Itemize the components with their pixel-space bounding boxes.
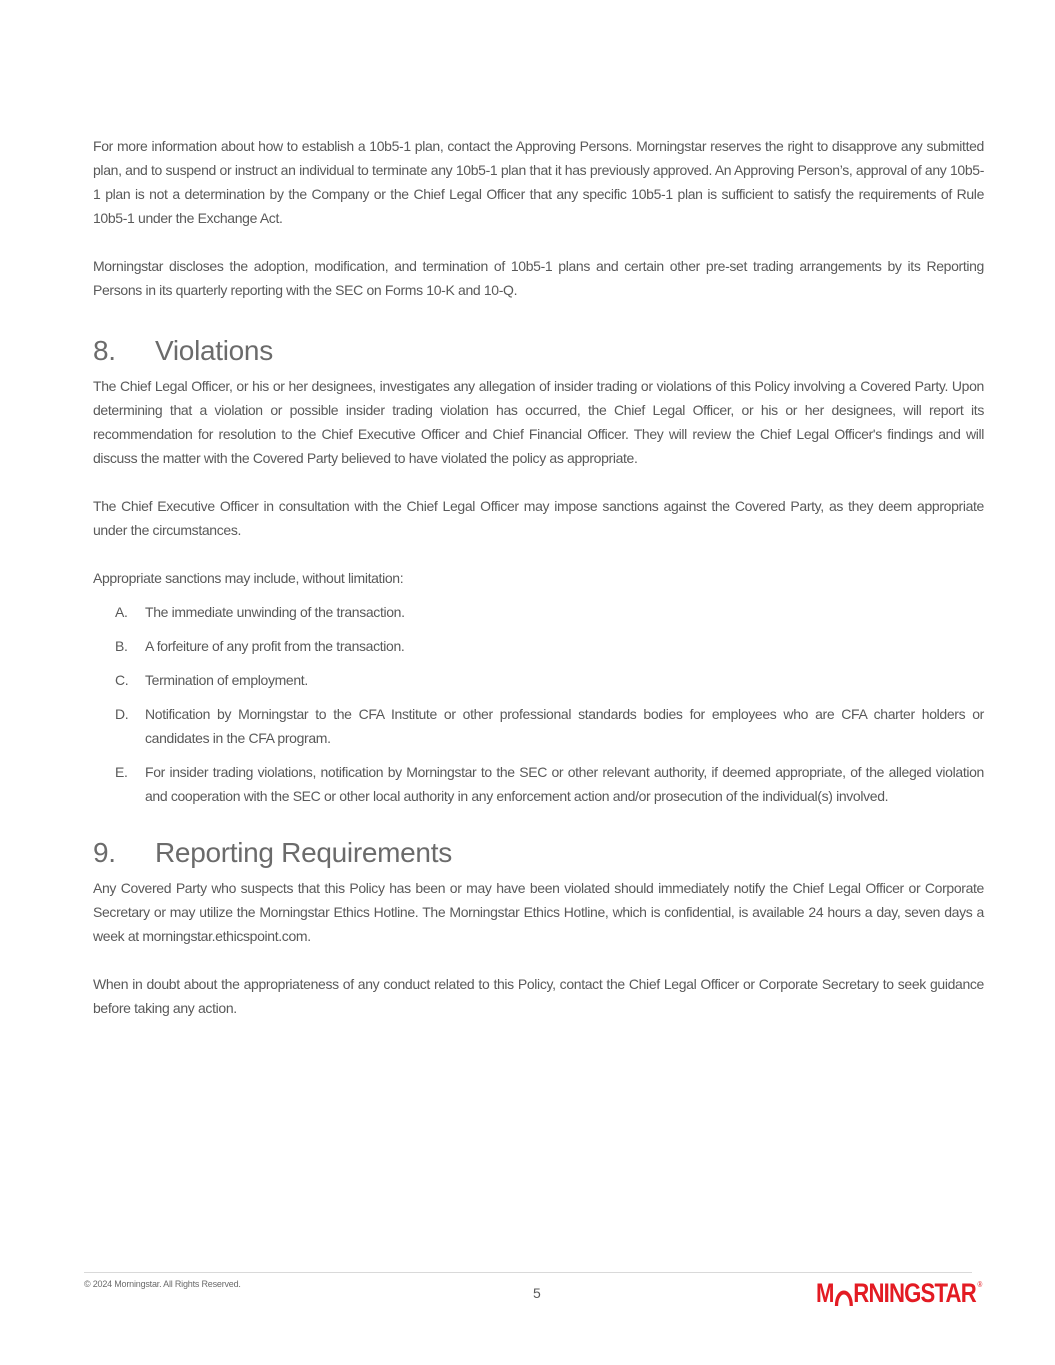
page-number: 5 <box>533 1285 541 1301</box>
list-item-text: Termination of employment. <box>145 672 308 688</box>
list-marker: B. <box>115 638 128 654</box>
reporting-paragraph-1: Any Covered Party who suspects that this Policy has been or may have been violated should immediately notify the Chief Legal Officer or Corporate Secretary or may utilize the Morningstar Ethics Hotline. The Morningstar Ethics Hotline, which is confidential, is available 24 hours a day, seven days a week at morningstar.ethicspoint.com. <box>93 880 984 944</box>
list-item <box>93 668 984 692</box>
list-item-text: A forfeiture of any profit from the transaction. <box>145 638 405 654</box>
list-item-text: The immediate unwinding of the transaction. <box>145 604 405 620</box>
list-marker: C. <box>115 672 129 688</box>
reporting-paragraph-2: When in doubt about the appropriateness of any conduct related to this Policy, contact the Chief Legal Officer or Corporate Secretary to seek guidance before taking any action. <box>93 976 984 1016</box>
list-item <box>93 600 984 624</box>
logo-letters: RNINGSTAR <box>853 1278 976 1308</box>
list-marker: A. <box>115 604 128 620</box>
section-number: 8. <box>93 335 116 366</box>
list-item <box>93 634 984 658</box>
violations-paragraph-1: The Chief Legal Officer, or his or her designees, investigates any allegation of insider trading or violations of this Policy involving a Covered Party. Upon determining that a violation or possible insider trading violation has occurred, the Chief Legal Officer, or his or her designees, will report its recommendation for resolution to the Chief Executive Officer and Chief Financial Officer. They will review the Chief Legal Officer's findings and will discuss the matter with the Covered Party believed to have violated the policy as appropriate. <box>93 378 984 466</box>
section-number: 9. <box>93 837 116 868</box>
section-heading-reporting <box>93 836 984 870</box>
document-body <box>93 134 984 1020</box>
list-item-text: For insider trading violations, notification by Morningstar to the SEC or other relevant authority, if deemed appropriate, of the alleged violation and cooperation with the SEC or other local authority in any enforcement action and/or prosecution of the individual(s) involved. <box>145 764 984 804</box>
registered-mark: ® <box>977 1280 982 1289</box>
violations-paragraph-3: Appropriate sanctions may include, without limitation: <box>93 570 404 586</box>
intro-paragraph-1: For more information about how to establish a 10b5-1 plan, contact the Approving Persons. Morningstar reserves the right to disapprove any submitted plan, and to suspend or instruct an individual to terminate any 10b5-1 plan that it has previously approved. An Approving Person’s, approval of any 10b5-1 plan is not a determination by the Company or the Chief Legal Officer that any specific 10b5-1 plan is sufficient to satisfy the requirements of Rule 10b5-1 under the Exchange Act. <box>93 138 985 226</box>
logo-letter-m: M <box>816 1278 834 1308</box>
intro-paragraph-2: Morningstar discloses the adoption, modification, and termination of 10b5-1 plans and certain other pre-set trading arrangements by its Reporting Persons in its quarterly reporting with the SEC on Forms 10-K and 10-Q. <box>93 258 984 298</box>
list-item-text: Notification by Morningstar to the CFA Institute or other professional standards bodies for employees who are CFA charter holders or candidates in the CFA program. <box>145 706 984 746</box>
sanctions-list <box>93 600 984 808</box>
list-item <box>93 760 984 808</box>
list-marker: E. <box>115 764 128 780</box>
morningstar-logo <box>816 1278 982 1309</box>
logo-arc-icon <box>834 1278 854 1308</box>
section-title: Violations <box>155 335 273 366</box>
footer-divider <box>84 1272 972 1273</box>
violations-paragraph-2: The Chief Executive Officer in consultation with the Chief Legal Officer may impose sanctions against the Covered Party, as they deem appropriate under the circumstances. <box>93 498 984 538</box>
list-item <box>93 702 984 750</box>
footer-copyright: © 2024 Morningstar. All Rights Reserved. <box>84 1279 241 1289</box>
list-marker: D. <box>115 706 129 722</box>
section-title: Reporting Requirements <box>155 837 452 868</box>
section-heading-violations <box>93 334 984 368</box>
